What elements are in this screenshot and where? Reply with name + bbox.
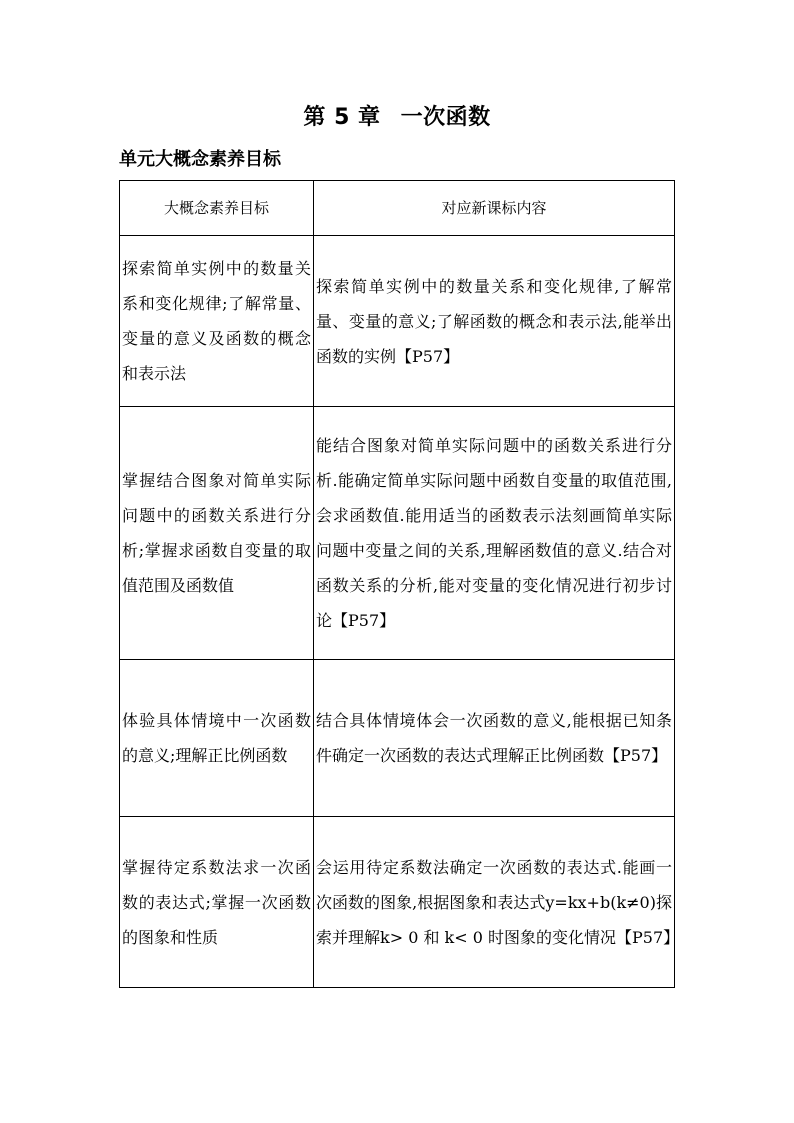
column-header-content: 对应新课标内容 xyxy=(314,181,675,236)
chapter-number: 第 5 章 xyxy=(303,105,381,130)
column-header-goal: 大概念素养目标 xyxy=(120,181,314,236)
table-row xyxy=(120,660,675,817)
content-cell: 能结合图象对简单实际问题中的函数关系进行分析.能确定简单实际问题中函数自变量的取值范围,会求函数值.能用适当的函数表示法刻画简单实际问题中变量之间的关系,理解函数值的意义.结合对函数关系的分析,能对变量的变化情况进行初步讨论【P57】 xyxy=(314,407,675,660)
goal-cell: 体验具体情境中一次函数的意义;理解正比例函数 xyxy=(120,660,314,817)
chapter-name: 一次函数 xyxy=(400,105,491,130)
table-row xyxy=(120,817,675,988)
content-cell: 结合具体情境体会一次函数的意义,能根据已知条件确定一次函数的表达式理解正比例函数【P57】 xyxy=(314,660,675,817)
table-row xyxy=(120,407,675,660)
table-row xyxy=(120,236,675,407)
content-cell: 探索简单实例中的数量关系和变化规律,了解常量、变量的意义;了解函数的概念和表示法,能举出函数的实例【P57】 xyxy=(314,236,675,407)
goals-table xyxy=(119,180,680,988)
goal-cell: 掌握结合图象对简单实际问题中的函数关系进行分析;掌握求函数自变量的取值范围及函数值 xyxy=(120,407,314,660)
goal-cell: 探索简单实例中的数量关系和变化规律;了解常量、变量的意义及函数的概念和表示法 xyxy=(120,236,314,407)
goal-cell: 掌握待定系数法求一次函数的表达式;掌握一次函数的图象和性质 xyxy=(120,817,314,988)
section-title: 单元大概念素养目标 xyxy=(119,149,281,170)
chapter-title xyxy=(0,102,794,134)
content-cell: 会运用待定系数法确定一次函数的表达式.能画一次函数的图象,根据图象和表达式y=kx+b(k≠0)探索并理解k> 0 和 k< 0 时图象的变化情况【P57】 xyxy=(314,817,675,988)
table-header-row xyxy=(120,181,675,236)
